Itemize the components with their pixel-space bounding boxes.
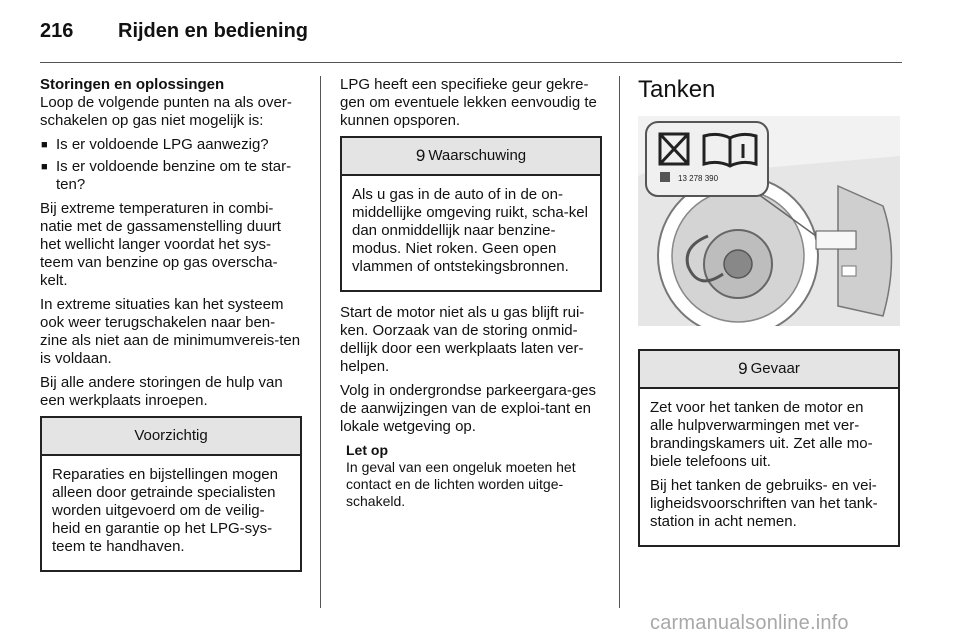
list-item: ■ Is er voldoende LPG aanwezig? (40, 136, 302, 154)
chapter-title: Rijden en bediening (118, 20, 309, 42)
filler-flap (838, 186, 892, 316)
danger-box (638, 349, 900, 547)
danger-title: Gevaar (750, 360, 800, 377)
danger-header (640, 351, 898, 389)
warning-icon: 9 (415, 146, 426, 165)
paragraph: Start de motor niet als u gas blijft rui-ken. Oorzaak van de storing onmid-dellijk door een werkplaats laten ver-helpen. (340, 304, 585, 375)
section-heading: Storingen en oplossingen (40, 76, 225, 93)
check-list (40, 136, 302, 194)
paragraph: Volg in ondergrondse parkeergara-ges de aanwijzingen van de exploi-tant en lokale wetgeving op. (340, 382, 597, 435)
note-text: In geval van een ongeluk moeten het contact en de lichten worden uitge-schakeld. (346, 459, 576, 509)
warning-box (340, 136, 602, 292)
paragraph: Bij extreme temperaturen in combi-natie met de gassamenstelling duurt het wellicht langer voordat het sys-teem van benzine op gas overscha-kelt. (40, 200, 281, 289)
section-title: Tanken (638, 76, 716, 103)
flap-label (816, 231, 856, 249)
label-symbol (660, 172, 670, 182)
intro-text: Loop de volgende punten na als over-schakelen op gas niet mogelijk is: (40, 94, 292, 129)
column-3 (638, 76, 900, 547)
warning-title: Waarschuwing (428, 147, 527, 164)
paragraph: LPG heeft een specifieke geur gekre-gen om eventuele lekken eenvoudig te kunnen opsporen. (340, 76, 597, 129)
caution-title: Voorzichtig (42, 418, 300, 456)
warning-text: Als u gas in de auto of in de on-middellijke omgeving ruikt, scha-kel dan onmiddellijk naar benzine-modus. Niet roken. Geen open vlammen of ontstekingsbronnen. (352, 186, 588, 275)
figure-code: 13 278 390 (678, 174, 719, 183)
column-divider-2 (619, 76, 620, 608)
caution-box (40, 416, 302, 572)
watermark: carmanualsonline.info (650, 612, 849, 634)
paragraph: Bij alle andere storingen de hulp van een werkplaats inroepen. (40, 374, 283, 409)
warning-header (342, 138, 600, 176)
note-block (346, 442, 602, 510)
page-header (40, 18, 902, 58)
caution-text: Reparaties en bijstellingen mogen alleen door getrainde specialisten worden uitgevoerd om de veilig-heid en garantie op het LPG-sys-teem te handhaven. (52, 466, 278, 555)
list-item: ■ Is er voldoende benzine om te star-ten? (40, 158, 302, 194)
danger-text: Zet voor het tanken de motor en alle hulpverwarmingen met ver-brandingskamers uit. Zet alle mo-biele telefoons uit. (650, 399, 873, 470)
column-2 (340, 76, 602, 510)
warning-icon: 9 (738, 359, 748, 378)
header-divider (40, 62, 902, 63)
page-number: 216 (40, 20, 74, 42)
danger-text: Bij het tanken de gebruiks- en vei-ligheidsvoorschriften van het tank-station in acht nemen. (650, 477, 878, 530)
note-title: Let op (346, 442, 388, 458)
column-1 (40, 76, 302, 572)
fuel-filler-illustration (638, 116, 900, 326)
paragraph: In extreme situaties kan het systeem ook weer terugschakelen naar ben-zine als niet aan de minimumvereis-ten is voldaan. (40, 296, 301, 367)
column-divider-1 (320, 76, 321, 608)
